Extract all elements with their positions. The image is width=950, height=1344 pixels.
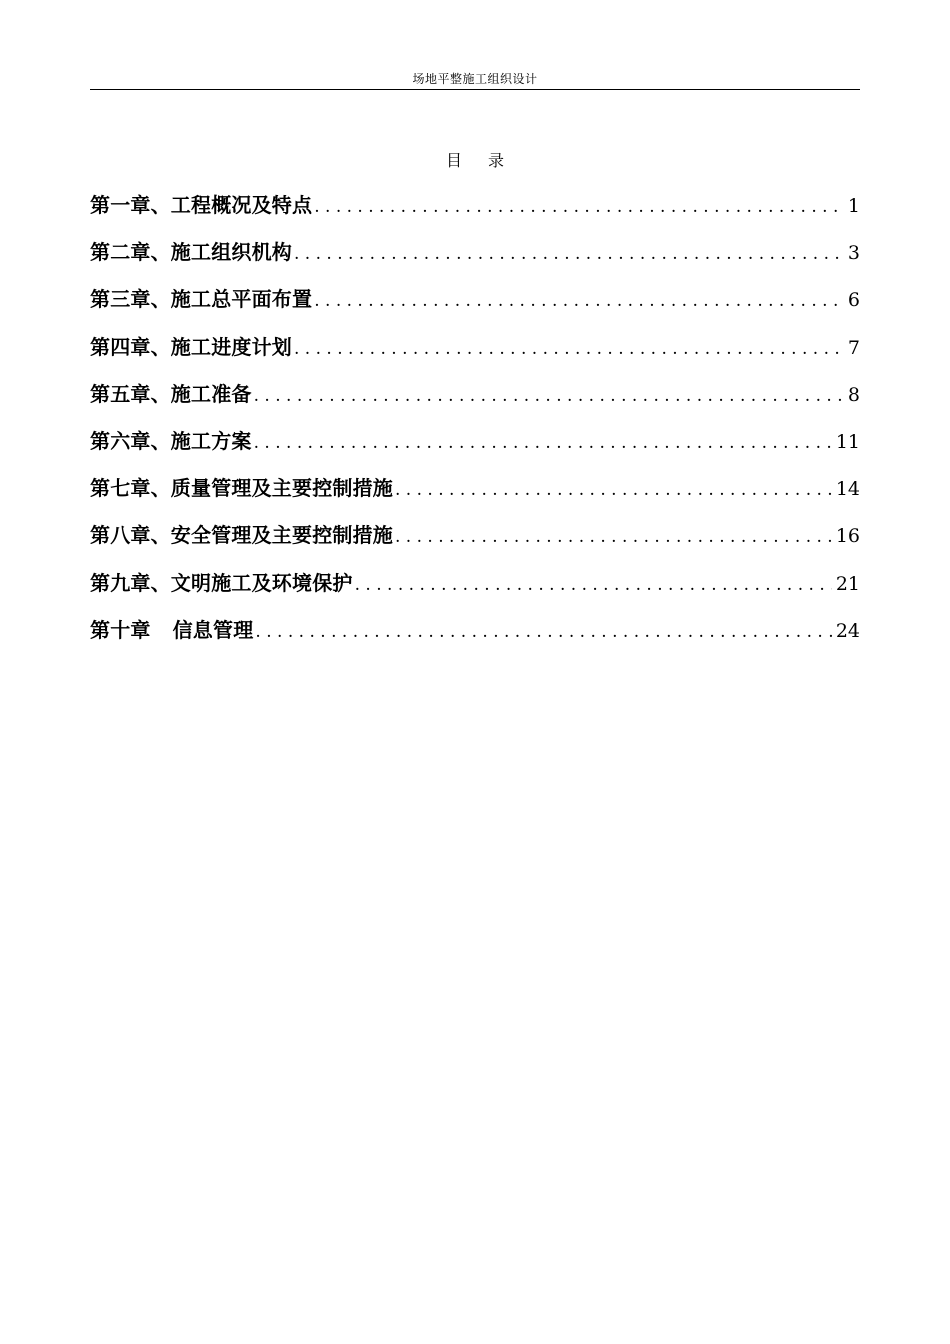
running-title: 场地平整施工组织设计: [412, 72, 538, 86]
dot-leader: [254, 426, 832, 460]
toc-entry[interactable]: [90, 566, 860, 613]
toc-title-part2: 录: [488, 151, 505, 170]
toc-entry-page: 6: [847, 289, 860, 312]
toc-list: [90, 188, 860, 660]
toc-title-part1: 目: [445, 151, 462, 170]
toc-entry[interactable]: [90, 424, 860, 471]
toc-entry-page: 21: [835, 572, 860, 595]
toc-entry-page: 11: [835, 430, 860, 453]
toc-entry-label: 第九章、文明施工及环境保护: [90, 570, 353, 595]
toc-entry-label: 第六章、施工方案: [90, 428, 252, 453]
toc-entry[interactable]: [90, 613, 860, 660]
toc-entry-page: 14: [835, 478, 860, 501]
toc-entry-page: 8: [847, 383, 860, 406]
dot-leader: [395, 473, 832, 507]
toc-title: [0, 150, 950, 172]
toc-entry-label: 第四章、施工进度计划: [90, 334, 292, 359]
dot-leader: [314, 284, 844, 318]
toc-entry-page: 16: [835, 525, 860, 548]
toc-entry[interactable]: [90, 377, 860, 424]
dot-leader: [255, 615, 831, 649]
toc-entry-label: [90, 613, 253, 647]
toc-entry[interactable]: [90, 188, 860, 235]
toc-entry-label: 第一章、工程概况及特点: [90, 193, 313, 217]
toc-entry-page: 1: [847, 195, 860, 217]
dot-leader: [355, 568, 832, 602]
toc-entry-label: 第八章、安全管理及主要控制措施: [90, 523, 393, 548]
toc-entry-page: 3: [847, 242, 860, 265]
toc-entry[interactable]: [90, 471, 860, 518]
toc-entry-label: 第五章、施工准备: [90, 381, 252, 406]
page-header: [90, 70, 860, 90]
dot-leader: [294, 237, 844, 271]
toc-entry-title: 信息管理: [172, 617, 254, 642]
toc-entry-page: 24: [835, 619, 860, 642]
dot-leader: [314, 190, 844, 224]
dot-leader: [294, 332, 844, 366]
toc-entry-label: 第三章、施工总平面布置: [90, 287, 313, 312]
toc-entry-label: 第七章、质量管理及主要控制措施: [90, 476, 393, 501]
dot-leader: [395, 520, 832, 554]
toc-entry[interactable]: [90, 282, 860, 329]
dot-leader: [254, 379, 844, 413]
toc-entry[interactable]: [90, 330, 860, 377]
toc-entry-page: 7: [847, 336, 860, 359]
toc-entry[interactable]: [90, 518, 860, 565]
toc-entry[interactable]: [90, 235, 860, 282]
toc-entry-label: 第二章、施工组织机构: [90, 240, 292, 265]
toc-entry-chapter: 第十章: [90, 617, 151, 642]
